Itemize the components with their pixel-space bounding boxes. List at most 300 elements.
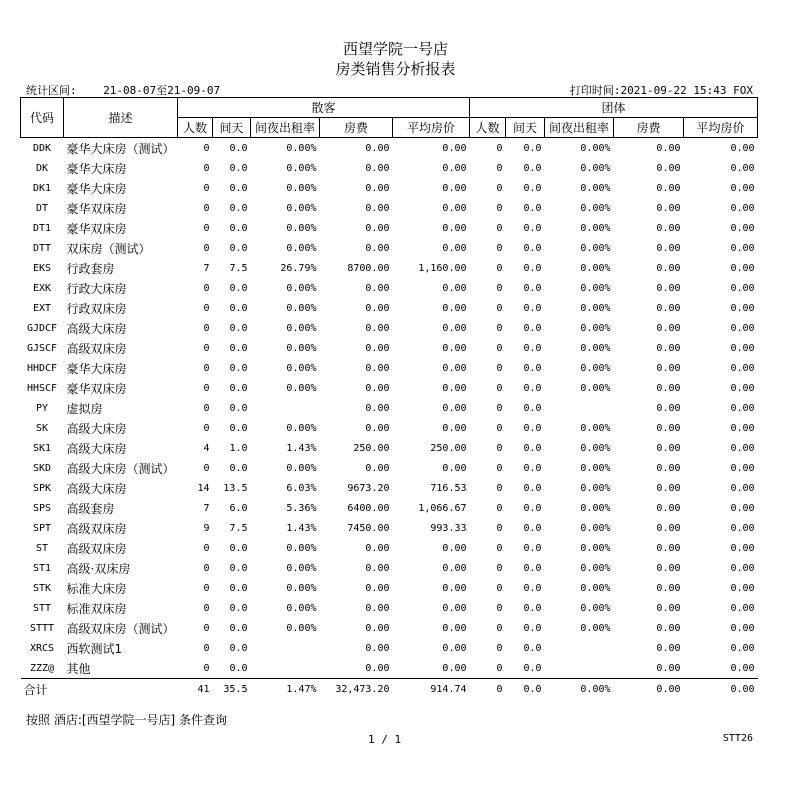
ind-guests: 7 bbox=[203, 502, 210, 514]
team-revenue: 0.00 bbox=[656, 562, 681, 574]
ind-revenue: 9673.20 bbox=[347, 482, 390, 494]
team-occupancy: 0.00% bbox=[580, 522, 611, 534]
ind-guests: 0 bbox=[203, 202, 210, 214]
team-revenue: 0.00 bbox=[656, 662, 681, 674]
ind-occupancy: 0.00% bbox=[286, 282, 317, 294]
ind-room-days: 0.0 bbox=[229, 582, 248, 594]
ind-guests: 0 bbox=[203, 622, 210, 634]
room-code: ST1 bbox=[32, 562, 52, 574]
team-avg-rate: 0.00 bbox=[730, 522, 755, 534]
ind-avg-rate: 0.00 bbox=[442, 222, 467, 234]
ind-revenue: 0.00 bbox=[365, 342, 390, 354]
ind-guests: 4 bbox=[203, 442, 210, 454]
team-avg-rate: 0.00 bbox=[730, 502, 755, 514]
team-room-days: 0.0 bbox=[523, 522, 542, 534]
team-guests: 0 bbox=[496, 642, 503, 654]
team-room-days: 0.0 bbox=[523, 382, 542, 394]
total-row bbox=[21, 679, 758, 700]
period-value: 21-08-07至21-09-07 bbox=[103, 84, 221, 97]
ind-avg-rate: 0.00 bbox=[442, 302, 467, 314]
room-code: EXT bbox=[32, 302, 52, 314]
team-occupancy: 0.00% bbox=[580, 542, 611, 554]
ind-avg-rate: 0.00 bbox=[442, 162, 467, 174]
ind-occupancy: 0.00% bbox=[286, 162, 317, 174]
team-revenue: 0.00 bbox=[656, 182, 681, 194]
room-desc: 西软测试1 bbox=[66, 641, 123, 656]
ind-revenue: 0.00 bbox=[365, 322, 390, 334]
team-avg-rate: 0.00 bbox=[730, 442, 755, 454]
room-desc: 高级双床房 bbox=[66, 341, 127, 356]
ind-avg-rate: 993.33 bbox=[430, 522, 467, 534]
team-revenue: 0.00 bbox=[656, 442, 681, 454]
team-revenue: 0.00 bbox=[656, 422, 681, 434]
ind-occupancy: 0.00% bbox=[286, 422, 317, 434]
table-row bbox=[21, 358, 758, 378]
room-code: HHDCF bbox=[26, 362, 58, 374]
ind-avg-rate: 0.00 bbox=[442, 562, 467, 574]
ind-guests: 0 bbox=[203, 322, 210, 334]
room-desc: 高级大床房 bbox=[66, 421, 127, 436]
team-guests: 0 bbox=[496, 222, 503, 234]
team-revenue: 0.00 bbox=[656, 522, 681, 534]
team-guests: 0 bbox=[496, 562, 503, 574]
room-code: SPK bbox=[32, 482, 52, 494]
team-avg-rate: 0.00 bbox=[730, 222, 755, 234]
team-occupancy: 0.00% bbox=[580, 562, 611, 574]
team-guests: 0 bbox=[496, 422, 503, 434]
room-desc: 虚拟房 bbox=[66, 401, 103, 416]
team-avg-rate: 0.00 bbox=[730, 322, 755, 334]
team-room-days: 0.0 bbox=[523, 222, 542, 234]
table-row bbox=[21, 178, 758, 198]
ind-avg-rate: 0.00 bbox=[442, 342, 467, 354]
team-room-days: 0.0 bbox=[523, 242, 542, 254]
ind-avg-rate: 0.00 bbox=[442, 402, 467, 414]
room-desc: 高级大床房 bbox=[66, 481, 127, 496]
room-code: DK bbox=[35, 162, 49, 174]
ind-avg-rate: 716.53 bbox=[430, 482, 467, 494]
table-row bbox=[21, 478, 758, 498]
table-row bbox=[21, 218, 758, 238]
team-occupancy: 0.00% bbox=[580, 222, 611, 234]
ind-occupancy: 0.00% bbox=[286, 142, 317, 154]
table-row bbox=[21, 158, 758, 178]
team-guests: 0 bbox=[496, 282, 503, 294]
ind-revenue: 0.00 bbox=[365, 142, 390, 154]
ind-guests: 0 bbox=[203, 142, 210, 154]
ind-revenue: 6400.00 bbox=[347, 502, 390, 514]
ind-occupancy bbox=[251, 398, 320, 418]
ind-avg-rate: 0.00 bbox=[442, 142, 467, 154]
room-code: SK bbox=[35, 422, 49, 434]
team-room-days: 0.0 bbox=[523, 582, 542, 594]
table-row bbox=[21, 318, 758, 338]
ind-avg-rate: 0.00 bbox=[442, 582, 467, 594]
team-revenue: 0.00 bbox=[656, 402, 681, 414]
team-guests: 0 bbox=[496, 402, 503, 414]
ind-room-days: 7.5 bbox=[229, 262, 248, 274]
team-occupancy: 0.00% bbox=[580, 622, 611, 634]
team-occupancy: 0.00% bbox=[580, 422, 611, 434]
team-revenue: 0.00 bbox=[656, 602, 681, 614]
table-row bbox=[21, 258, 758, 278]
team-guests: 0 bbox=[496, 582, 503, 594]
ind-revenue: 250.00 bbox=[353, 442, 390, 454]
ind-avg-rate: 0.00 bbox=[442, 382, 467, 394]
table-row bbox=[21, 198, 758, 218]
team-avg-rate: 0.00 bbox=[684, 679, 758, 700]
ind-guests: 0 bbox=[203, 422, 210, 434]
room-desc: 标准双床房 bbox=[66, 601, 127, 616]
ind-room-days: 0.0 bbox=[229, 362, 248, 374]
team-avg-rate: 0.00 bbox=[730, 382, 755, 394]
team-occupancy: 0.00% bbox=[580, 602, 611, 614]
room-desc: 豪华大床房 bbox=[66, 161, 127, 176]
room-desc: 高级双床房（测试） bbox=[66, 621, 175, 636]
ind-room-days: 0.0 bbox=[229, 662, 248, 674]
team-room-days: 0.0 bbox=[523, 502, 542, 514]
ind-room-days: 0.0 bbox=[229, 162, 248, 174]
team-guests: 0 bbox=[496, 182, 503, 194]
room-desc: 豪华双床房 bbox=[66, 381, 127, 396]
team-avg-rate: 0.00 bbox=[730, 242, 755, 254]
print-info bbox=[570, 82, 753, 98]
ind-occupancy: 0.00% bbox=[286, 602, 317, 614]
team-guests: 0 bbox=[496, 202, 503, 214]
ind-room-days: 1.0 bbox=[229, 442, 248, 454]
team-room-days: 0.0 bbox=[523, 542, 542, 554]
ind-avg-rate: 0.00 bbox=[442, 622, 467, 634]
report-title: 房类销售分析报表 bbox=[335, 60, 456, 78]
table-row bbox=[21, 398, 758, 418]
table-row bbox=[21, 518, 758, 538]
table-row bbox=[21, 138, 758, 159]
ind-revenue: 0.00 bbox=[365, 162, 390, 174]
team-guests: 0 bbox=[496, 302, 503, 314]
room-desc: 豪华双床房 bbox=[66, 221, 127, 236]
ind-guests: 0 bbox=[203, 402, 210, 414]
room-code: GJDCF bbox=[26, 322, 58, 334]
table-row bbox=[21, 338, 758, 358]
team-room-days: 0.0 bbox=[523, 262, 542, 274]
ind-room-days: 0.0 bbox=[229, 642, 248, 654]
ind-revenue: 0.00 bbox=[365, 362, 390, 374]
ind-occupancy: 0.00% bbox=[286, 362, 317, 374]
team-occupancy bbox=[545, 398, 614, 418]
team-room-days: 0.0 bbox=[523, 562, 542, 574]
ind-room-days: 0.0 bbox=[229, 402, 248, 414]
ind-revenue: 0.00 bbox=[365, 542, 390, 554]
ind-revenue: 8700.00 bbox=[347, 262, 390, 274]
ind-room-days: 0.0 bbox=[229, 622, 248, 634]
team-room-days: 0.0 bbox=[523, 302, 542, 314]
room-code: DT1 bbox=[32, 222, 52, 234]
team-room-days: 0.0 bbox=[523, 622, 542, 634]
room-code: STTT bbox=[29, 622, 55, 634]
room-desc: 高级双床房 bbox=[66, 541, 127, 556]
ind-room-days: 0.0 bbox=[229, 142, 248, 154]
room-code: DK1 bbox=[32, 182, 52, 194]
header-room-days: 间天 bbox=[213, 118, 251, 138]
ind-revenue: 0.00 bbox=[365, 562, 390, 574]
ind-room-days: 7.5 bbox=[229, 522, 248, 534]
team-occupancy: 0.00% bbox=[580, 362, 611, 374]
ind-avg-rate: 0.00 bbox=[442, 662, 467, 674]
table-row bbox=[21, 298, 758, 318]
ind-occupancy: 0.00% bbox=[286, 302, 317, 314]
team-avg-rate: 0.00 bbox=[730, 142, 755, 154]
ind-guests: 14 bbox=[197, 482, 210, 494]
team-occupancy: 0.00% bbox=[580, 342, 611, 354]
team-avg-rate: 0.00 bbox=[730, 662, 755, 674]
ind-occupancy: 5.36% bbox=[286, 502, 317, 514]
team-revenue: 0.00 bbox=[656, 262, 681, 274]
ind-avg-rate: 0.00 bbox=[442, 182, 467, 194]
team-room-days: 0.0 bbox=[523, 602, 542, 614]
team-avg-rate: 0.00 bbox=[730, 262, 755, 274]
header-room-days: 间天 bbox=[506, 118, 545, 138]
team-avg-rate: 0.00 bbox=[730, 422, 755, 434]
team-revenue: 0.00 bbox=[656, 282, 681, 294]
team-occupancy: 0.00% bbox=[580, 282, 611, 294]
ind-occupancy: 0.00% bbox=[286, 202, 317, 214]
ind-revenue: 0.00 bbox=[365, 662, 390, 674]
header-desc: 描述 bbox=[64, 98, 178, 138]
ind-guests: 0 bbox=[203, 242, 210, 254]
team-room-days: 0.0 bbox=[523, 142, 542, 154]
team-avg-rate: 0.00 bbox=[730, 362, 755, 374]
ind-revenue: 0.00 bbox=[365, 582, 390, 594]
header-code: 代码 bbox=[21, 98, 64, 138]
ind-revenue: 0.00 bbox=[365, 422, 390, 434]
team-guests: 0 bbox=[496, 322, 503, 334]
team-revenue: 0.00 bbox=[656, 502, 681, 514]
table-row bbox=[21, 278, 758, 298]
room-code: STT bbox=[32, 602, 52, 614]
room-code: ZZZ@ bbox=[29, 662, 55, 674]
team-occupancy bbox=[545, 658, 614, 679]
team-guests: 0 bbox=[496, 362, 503, 374]
ind-guests: 0 bbox=[203, 302, 210, 314]
ind-revenue: 0.00 bbox=[365, 242, 390, 254]
ind-avg-rate: 0.00 bbox=[442, 362, 467, 374]
team-room-days: 0.0 bbox=[523, 202, 542, 214]
team-avg-rate: 0.00 bbox=[730, 622, 755, 634]
table-row bbox=[21, 558, 758, 578]
ind-guests: 0 bbox=[203, 362, 210, 374]
ind-room-days: 35.5 bbox=[213, 679, 251, 700]
ind-occupancy: 0.00% bbox=[286, 242, 317, 254]
room-desc: 行政套房 bbox=[66, 261, 115, 276]
ind-room-days: 0.0 bbox=[229, 322, 248, 334]
ind-occupancy: 0.00% bbox=[286, 182, 317, 194]
team-guests: 0 bbox=[496, 142, 503, 154]
team-revenue: 0.00 bbox=[614, 679, 684, 700]
ind-guests: 0 bbox=[203, 282, 210, 294]
team-guests: 0 bbox=[496, 342, 503, 354]
team-revenue: 0.00 bbox=[656, 162, 681, 174]
ind-guests: 0 bbox=[203, 222, 210, 234]
table-row bbox=[21, 418, 758, 438]
team-occupancy: 0.00% bbox=[580, 502, 611, 514]
team-occupancy: 0.00% bbox=[580, 322, 611, 334]
ind-room-days: 0.0 bbox=[229, 602, 248, 614]
team-room-days: 0.0 bbox=[523, 282, 542, 294]
header-avg-rate: 平均房价 bbox=[684, 118, 758, 138]
team-avg-rate: 0.00 bbox=[730, 642, 755, 654]
room-code: SKD bbox=[32, 462, 52, 474]
team-room-days: 0.0 bbox=[523, 422, 542, 434]
team-guests: 0 bbox=[496, 242, 503, 254]
team-avg-rate: 0.00 bbox=[730, 182, 755, 194]
team-revenue: 0.00 bbox=[656, 342, 681, 354]
room-code: DDK bbox=[32, 142, 52, 154]
ind-revenue: 0.00 bbox=[365, 302, 390, 314]
team-room-days: 0.0 bbox=[523, 162, 542, 174]
ind-avg-rate: 0.00 bbox=[442, 282, 467, 294]
ind-occupancy: 1.47% bbox=[251, 679, 320, 700]
team-room-days: 0.0 bbox=[523, 322, 542, 334]
team-guests: 0 bbox=[496, 502, 503, 514]
team-occupancy: 0.00% bbox=[580, 582, 611, 594]
team-avg-rate: 0.00 bbox=[730, 602, 755, 614]
ind-guests: 0 bbox=[203, 342, 210, 354]
ind-occupancy: 0.00% bbox=[286, 582, 317, 594]
team-occupancy: 0.00% bbox=[580, 382, 611, 394]
print-value: 2021-09-22 15:43 FOX bbox=[620, 84, 753, 97]
team-revenue: 0.00 bbox=[656, 242, 681, 254]
team-occupancy: 0.00% bbox=[580, 202, 611, 214]
ind-avg-rate: 1,160.00 bbox=[418, 262, 467, 274]
team-occupancy: 0.00% bbox=[580, 242, 611, 254]
team-revenue: 0.00 bbox=[656, 462, 681, 474]
team-revenue: 0.00 bbox=[656, 382, 681, 394]
room-desc: 豪华大床房 bbox=[66, 361, 127, 376]
team-occupancy bbox=[545, 638, 614, 658]
header-individual: 散客 bbox=[178, 98, 470, 118]
ind-guests: 0 bbox=[203, 562, 210, 574]
ind-room-days: 0.0 bbox=[229, 222, 248, 234]
ind-room-days: 6.0 bbox=[229, 502, 248, 514]
team-revenue: 0.00 bbox=[656, 542, 681, 554]
team-room-days: 0.0 bbox=[523, 182, 542, 194]
room-code: EXK bbox=[32, 282, 52, 294]
room-desc: 高级大床房（测试） bbox=[66, 461, 175, 476]
team-revenue: 0.00 bbox=[656, 202, 681, 214]
table-row bbox=[21, 378, 758, 398]
ind-guests: 0 bbox=[203, 602, 210, 614]
ind-revenue: 0.00 bbox=[365, 182, 390, 194]
ind-occupancy: 0.00% bbox=[286, 622, 317, 634]
table-row bbox=[21, 578, 758, 598]
header-revenue: 房费 bbox=[320, 118, 393, 138]
team-guests: 0 bbox=[496, 262, 503, 274]
ind-guests: 0 bbox=[203, 462, 210, 474]
period-label: 统计区间: bbox=[26, 84, 77, 97]
team-occupancy: 0.00% bbox=[580, 442, 611, 454]
ind-occupancy: 0.00% bbox=[286, 542, 317, 554]
ind-room-days: 0.0 bbox=[229, 182, 248, 194]
ind-occupancy: 26.79% bbox=[280, 262, 317, 274]
ind-room-days: 0.0 bbox=[229, 242, 248, 254]
room-desc: 豪华大床房（测试） bbox=[66, 141, 175, 156]
report-code: STT26 bbox=[722, 733, 753, 744]
team-avg-rate: 0.00 bbox=[730, 562, 755, 574]
room-desc: 豪华大床房 bbox=[66, 181, 127, 196]
page-number: 1 / 1 bbox=[368, 733, 402, 746]
ind-room-days: 0.0 bbox=[229, 302, 248, 314]
ind-occupancy: 0.00% bbox=[286, 562, 317, 574]
ind-occupancy: 0.00% bbox=[286, 342, 317, 354]
team-guests: 0 bbox=[496, 162, 503, 174]
room-code: DTT bbox=[32, 242, 52, 254]
ind-guests: 41 bbox=[178, 679, 213, 700]
team-room-days: 0.0 bbox=[523, 662, 542, 674]
team-avg-rate: 0.00 bbox=[730, 462, 755, 474]
ind-occupancy: 0.00% bbox=[286, 382, 317, 394]
team-revenue: 0.00 bbox=[656, 622, 681, 634]
ind-avg-rate: 250.00 bbox=[430, 442, 467, 454]
room-code: SK1 bbox=[32, 442, 52, 454]
ind-avg-rate: 0.00 bbox=[442, 542, 467, 554]
team-revenue: 0.00 bbox=[656, 302, 681, 314]
team-guests: 0 bbox=[496, 522, 503, 534]
ind-avg-rate: 0.00 bbox=[442, 242, 467, 254]
table-row bbox=[21, 658, 758, 679]
team-occupancy: 0.00% bbox=[580, 162, 611, 174]
team-room-days: 0.0 bbox=[523, 402, 542, 414]
ind-revenue: 0.00 bbox=[365, 402, 390, 414]
room-code: ST bbox=[35, 542, 49, 554]
team-room-days: 0.0 bbox=[523, 362, 542, 374]
ind-revenue: 7450.00 bbox=[347, 522, 390, 534]
team-occupancy: 0.00% bbox=[580, 262, 611, 274]
ind-avg-rate: 1,066.67 bbox=[418, 502, 467, 514]
ind-avg-rate: 0.00 bbox=[442, 642, 467, 654]
room-desc: 高级大床房 bbox=[66, 321, 127, 336]
period-info bbox=[26, 82, 220, 98]
header-occupancy: 间夜出租率 bbox=[545, 118, 614, 138]
table-row bbox=[21, 458, 758, 478]
header-revenue: 房费 bbox=[614, 118, 684, 138]
ind-occupancy bbox=[251, 638, 320, 658]
room-desc bbox=[64, 679, 178, 700]
team-avg-rate: 0.00 bbox=[730, 342, 755, 354]
team-avg-rate: 0.00 bbox=[730, 582, 755, 594]
room-desc: 标准大床房 bbox=[66, 581, 127, 596]
team-avg-rate: 0.00 bbox=[730, 542, 755, 554]
team-occupancy: 0.00% bbox=[580, 302, 611, 314]
ind-guests: 0 bbox=[203, 542, 210, 554]
table-row bbox=[21, 598, 758, 618]
team-guests: 0 bbox=[496, 662, 503, 674]
team-avg-rate: 0.00 bbox=[730, 482, 755, 494]
room-code: GJSCF bbox=[26, 342, 58, 354]
ind-guests: 9 bbox=[203, 522, 210, 534]
team-revenue: 0.00 bbox=[656, 642, 681, 654]
team-guests: 0 bbox=[496, 602, 503, 614]
ind-guests: 0 bbox=[203, 162, 210, 174]
table-row bbox=[21, 638, 758, 658]
table-row bbox=[21, 538, 758, 558]
team-revenue: 0.00 bbox=[656, 322, 681, 334]
room-code: HHSCF bbox=[26, 382, 58, 394]
ind-guests: 7 bbox=[203, 262, 210, 274]
room-desc: 高级·双床房 bbox=[66, 561, 131, 576]
ind-room-days: 13.5 bbox=[223, 482, 248, 494]
room-code: PY bbox=[35, 402, 49, 414]
ind-avg-rate: 0.00 bbox=[442, 202, 467, 214]
